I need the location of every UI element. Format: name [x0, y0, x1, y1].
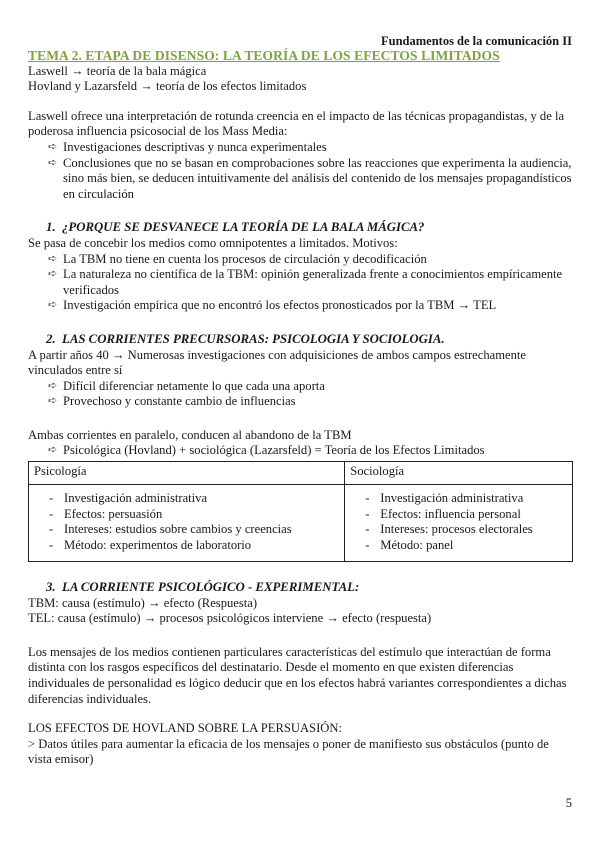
section-2-bullet-list [28, 379, 573, 410]
list-item: ➪ Conclusiones que no se basan en comprobaciones sobre las reacciones que experimenta la audiencia, sino más bien, se deducen intuitivamente del análisis del contenido de los mensajes propagandísticos en circulación [48, 155, 572, 201]
arrow-bullet-icon: ➪ [48, 395, 58, 408]
parallel-bullet-list [28, 443, 573, 459]
list-item: ➪ Investigación empírica que no encontró los efectos pronosticados por la TBM → TEL [48, 298, 497, 313]
intro-line: Laswell → teoría de la bala mágica [28, 63, 207, 78]
arrow-bullet-icon: ➪ [48, 252, 58, 265]
list-item: ➪ Provechoso y constante cambio de influencias [48, 394, 296, 409]
list-item: - Investigación administrativa [49, 491, 208, 506]
page-number: 5 [565, 796, 572, 810]
list-item: - Efectos: influencia personal [365, 506, 521, 521]
list-item: ➪ Difícil diferenciar netamente lo que cada una aporta [48, 378, 325, 393]
section-1-text: Se pasa de concebir los medios como omnipotentes a limitados. Motivos: [28, 235, 398, 250]
section-heading-3: 3. LA CORRIENTE PSICOLÓGICO - EXPERIMENTAL: [46, 580, 360, 595]
list-item: ➪ La TBM no tiene en cuenta los procesos de circulación y decodificación [48, 251, 427, 266]
comparison-table [28, 461, 573, 562]
intro-bullet-list [28, 140, 573, 202]
list-item: - Método: panel [365, 537, 454, 552]
table-header-psicologia: Psicología [29, 462, 345, 485]
list-item: ➪ Psicológica (Hovland) + sociológica (Lazarsfeld) = Teoría de los Efectos Limitados [48, 443, 485, 458]
list-item: - Método: experimentos de laboratorio [49, 537, 252, 552]
list-item: - Intereses: procesos electorales [365, 522, 533, 537]
list-item: ➪ La naturaleza no científica de la TBM: opinión generalizada frente a conocimientos empíricamente verificados [48, 267, 563, 297]
list-item: - Efectos: persuasión [49, 506, 163, 521]
list-item: ➪ Investigaciones descriptivas y nunca experimentales [48, 139, 327, 154]
table-cell-psicologia [29, 485, 345, 562]
table-cell-sociologia [345, 485, 573, 562]
intro-line: Hovland y Lazarsfeld → teoría de los efectos limitados [28, 79, 307, 94]
hovland-title: LOS EFECTOS DE HOVLAND SOBRE LA PERSUASIÓN: [28, 721, 342, 736]
intro-paragraph: Laswell ofrece una interpretación de rotunda creencia en el impacto de las técnicas propagandistas, y de la poderosa influencia psicosocial de los Mass Media: [28, 108, 565, 139]
arrow-bullet-icon: ➪ [48, 268, 58, 281]
tbm-line: TBM: causa (estímulo) → efecto (Respuesta) [28, 595, 258, 610]
document-title: TEMA 2. ETAPA DE DISENSO: LA TEORÍA DE LOS EFECTOS LIMITADOS [28, 48, 500, 63]
list-item: - Investigación administrativa [365, 491, 524, 506]
table-header-sociologia: Sociología [345, 462, 573, 485]
tel-line: TEL: causa (estímulo) → procesos psicológicos interviene → efecto (respuesta) [28, 611, 432, 626]
arrow-bullet-icon: ➪ [48, 299, 58, 312]
arrow-bullet-icon: ➪ [48, 156, 58, 169]
list-item: - Intereses: estudios sobre cambios y creencias [49, 522, 292, 537]
hovland-text: > Datos útiles para aumentar la eficacia de los mensajes o poner de manifiesto sus obstáculos (punto de vista emisor) [28, 736, 549, 767]
section-1-bullet-list [28, 252, 573, 314]
section-2-text: A partir años 40 → Numerosas investigaciones con adquisiciones de ambos campos estrechamente vinculados entre sí [28, 347, 527, 378]
arrow-bullet-icon: ➪ [48, 379, 58, 392]
parallel-text: Ambas corrientes en paralelo, conducen al abandono de la TBM [28, 427, 352, 442]
course-header: Fundamentos de la comunicación II [381, 34, 572, 48]
section-heading-1: 1. ¿PORQUE SE DESVANECE LA TEORÍA DE LA BALA MÁGICA? [46, 220, 425, 235]
section-3-paragraph: Los mensajes de los medios contienen particulares características del estímulo que interactúan de forma distinta con los rasgos específicos del destinatario. Desde el momento en que existen diferencias individuales de personalidad es lógico deducir que en los efectos habrá variantes correspondientes a dichas diferencias individuales. [28, 644, 567, 706]
section-heading-2: 2. LAS CORRIENTES PRECURSORAS: PSICOLOGIA Y SOCIOLOGIA. [46, 331, 445, 346]
page-content [28, 48, 573, 768]
arrow-bullet-icon: ➪ [48, 444, 58, 457]
arrow-bullet-icon: ➪ [48, 140, 58, 153]
